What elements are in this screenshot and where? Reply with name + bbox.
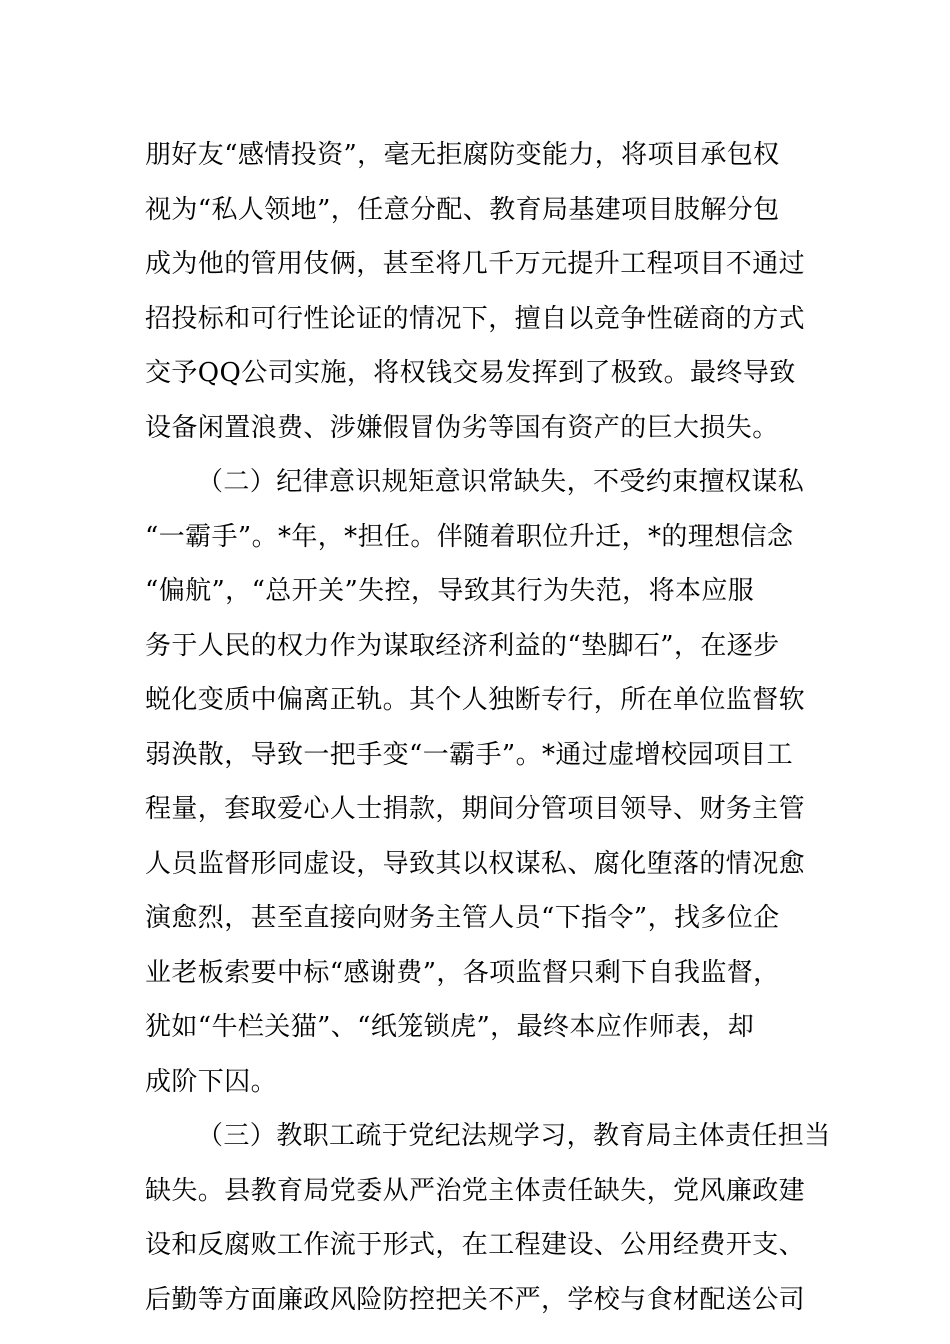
text-line: 视为“私人领地”，任意分配、教育局基建项目肢解分包 — [145, 194, 780, 225]
text-line: 招投标和可行性论证的情况下，擅自以竞争性磋商的方式 — [145, 303, 806, 334]
text-line: 设和反腐败工作流于形式，在工程建设、公用经费开支、 — [145, 1230, 806, 1260]
text-line: 成阶下囚。 — [145, 1066, 278, 1097]
text-line: 缺失。县教育局党委从严治党主体责任缺失，党风廉政建 — [145, 1175, 806, 1206]
text-line: 人员监督形同虚设，导致其以权谋私、腐化堕落的情况愈 — [145, 848, 806, 879]
text-line: 弱涣散，导致一把手变“一霸手”。*通过虚增校园项目工 — [145, 739, 793, 770]
text-line: “偏航”，“总开关”失控，导致其行为失范，将本应服 — [145, 576, 755, 606]
text-line: 演愈烈，甚至直接向财务主管人员“下指令”，找多位企 — [145, 903, 780, 933]
text-line: 蜕化变质中偏离正轨。其个人独断专行，所在单位监督软 — [145, 685, 806, 715]
text-line: 犹如“牛栏关猫”、“纸笼锁虎”，最终本应作师表，却 — [145, 1012, 755, 1042]
text-line: 成为他的管用伎俩，甚至将几千万元提升工程项目不通过 — [145, 249, 806, 279]
text-line: 程量，套取爱心人士捐款，期间分管项目领导、财务主管 — [145, 794, 806, 824]
section-heading-line: （三）教职工疏于党纪法规学习，教育局主体责任担当 — [197, 1121, 831, 1151]
text-line: 朋好友“感情投资”，毫无拒腐防变能力，将项目承包权 — [145, 140, 780, 170]
text-line: 交予QQ公司实施，将权钱交易发挥到了极致。最终导致 — [145, 358, 796, 388]
text-line: 后勤等方面廉政风险防控把关不严，学校与食材配送公司 — [145, 1284, 806, 1315]
text-line: 务于人民的权力作为谋取经济利益的“垫脚石”，在逐步 — [145, 630, 780, 661]
text-line: 业老板索要中标“感谢费”，各项监督只剩下自我监督， — [145, 957, 780, 988]
text-line: 设备闲置浪费、涉嫌假冒伪劣等国有资产的巨大损失。 — [145, 412, 779, 443]
document-body — [145, 128, 831, 1327]
section-heading-line: （二）纪律意识规矩意识常缺失，不受约束擅权谋私 — [197, 467, 805, 497]
text-line: “一霸手”。*年，*担任。伴随着职位升迁，*的理想信念 — [145, 521, 794, 552]
